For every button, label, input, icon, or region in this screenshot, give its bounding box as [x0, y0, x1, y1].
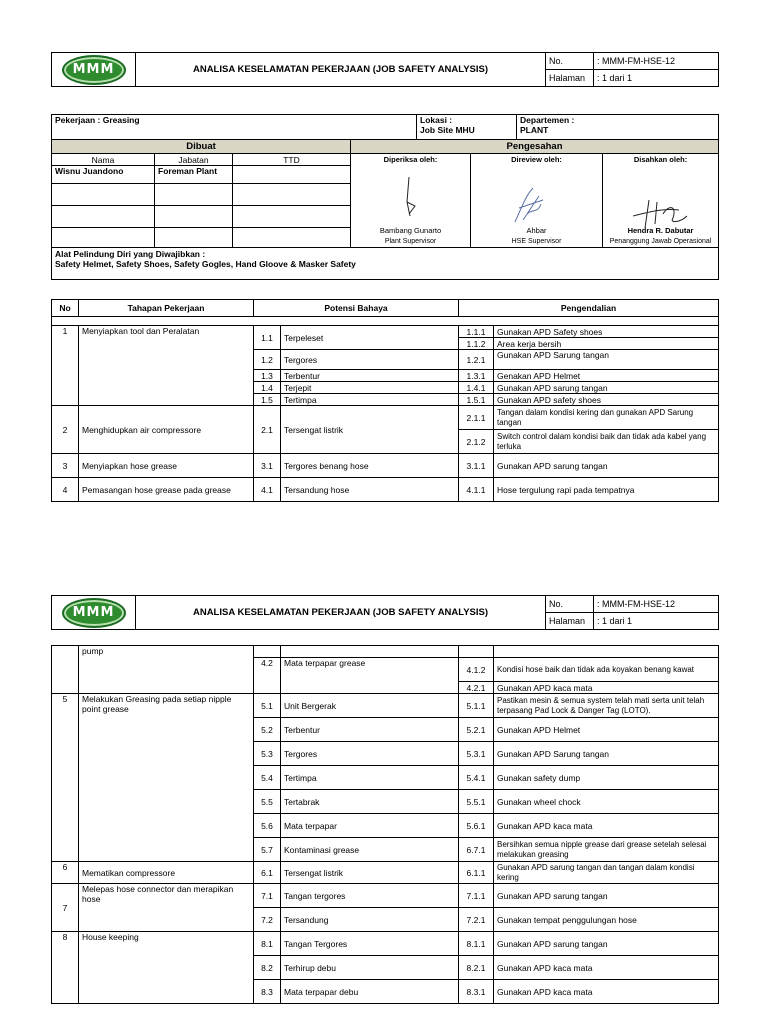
control-no: 8.2.1: [459, 956, 494, 980]
col-ttd: TTD: [233, 154, 351, 166]
hazard-text: Tergores: [281, 350, 459, 370]
dibuat-heading: Dibuat: [52, 140, 351, 154]
hazard-text: Terhirup debu: [281, 956, 459, 980]
control-text: Bersihkan semua nipple grease dari grease setelah selesai melakukan greasing: [494, 838, 719, 862]
doc-no-value: : MMM-FM-HSE-12: [594, 53, 719, 70]
control-text: Gunakan APD kaca mata: [494, 814, 719, 838]
control-text: Gunakan safety dump: [494, 766, 719, 790]
control-no: 1.1.2: [459, 338, 494, 350]
signature-1: [395, 172, 435, 222]
hazard-text: Terjepit: [281, 382, 459, 394]
apd-required: Alat Pelindung Diri yang Diwajibkan : Safety Helmet, Safety Shoes, Safety Gogles, Hand Gloove & Masker Safety: [52, 248, 719, 280]
disahkan-cell: Disahkan oleh: Hendra R. Dabutar Penanggung Jawab Operasional: [603, 154, 719, 248]
step-task: House keeping: [79, 932, 254, 1004]
th-potensi: Potensi Bahaya: [254, 300, 459, 317]
control-no: 7.2.1: [459, 908, 494, 932]
control-text: Gunakan APD kaca mata: [494, 682, 719, 694]
step-no: 6: [52, 862, 79, 884]
pengesahan-heading: Pengesahan: [351, 140, 719, 154]
control-no: 4.1.1: [459, 478, 494, 502]
hazard-text: Tersengat listrik: [281, 406, 459, 454]
hazard-text: Tergores benang hose: [281, 454, 459, 478]
control-no: 1.5.1: [459, 394, 494, 406]
hazard-text: Terpeleset: [281, 326, 459, 350]
page-label: Halaman: [546, 70, 594, 87]
control-no: 5.3.1: [459, 742, 494, 766]
col-nama: Nama: [52, 154, 155, 166]
hazard-no: 6.1: [254, 862, 281, 884]
th-no: No: [52, 300, 79, 317]
hazard-text: Mata terpapar debu: [281, 980, 459, 1004]
control-no: 4.2.1: [459, 682, 494, 694]
hazard-no: 1.3: [254, 370, 281, 382]
hazard-text: Mata terpapar grease: [281, 658, 459, 694]
control-text: Gunakan APD safety shoes: [494, 394, 719, 406]
signature-2: [509, 184, 549, 228]
control-text: Switch control dalam kondisi baik dan tidak ada kabel yang terluka: [494, 430, 719, 454]
jsa-table-page-2: [51, 645, 719, 1004]
step-no: 4: [52, 478, 79, 502]
company-logo: MMM: [62, 598, 126, 628]
control-no: 1.4.1: [459, 382, 494, 394]
hazard-no: 1.4: [254, 382, 281, 394]
hazard-no: 1.2: [254, 350, 281, 370]
control-text: Hose tergulung rapi pada tempatnya: [494, 478, 719, 502]
step-task: Menyiapkan hose grease: [79, 454, 254, 478]
diperiksa-cell: Diperiksa oleh: Bambang Gunarto Plant Supervisor: [351, 154, 471, 248]
hazard-no: 8.3: [254, 980, 281, 1004]
hazard-text: Unit Bergerak: [281, 694, 459, 718]
page-value: : 1 dari 1: [594, 70, 719, 87]
control-no: 6.1.1: [459, 862, 494, 884]
control-no: 8.3.1: [459, 980, 494, 1004]
hazard-text: Tangan tergores: [281, 884, 459, 908]
form-header-2: [51, 595, 718, 629]
step-no: 1: [52, 326, 79, 406]
hazard-no: 7.2: [254, 908, 281, 932]
hazard-no: 2.1: [254, 406, 281, 454]
form-header: [51, 52, 718, 86]
hazard-no: 5.1: [254, 694, 281, 718]
creator-signature: [233, 166, 351, 184]
hazard-text: Tergores: [281, 742, 459, 766]
jsa-table-page-1: [51, 299, 719, 502]
hazard-no: 3.1: [254, 454, 281, 478]
control-text: Gunakan APD kaca mata: [494, 956, 719, 980]
logo-cell: [52, 53, 136, 87]
hazard-text: Tangan Tergores: [281, 932, 459, 956]
control-no: 8.1.1: [459, 932, 494, 956]
step-task: Mematikan compressore: [79, 862, 254, 884]
hazard-no: 4.2: [254, 658, 281, 694]
control-text: Gunakan tempat penggulungan hose: [494, 908, 719, 932]
company-logo: MMM: [62, 55, 126, 85]
hazard-text: Tertimpa: [281, 766, 459, 790]
control-no: 4.1.2: [459, 658, 494, 682]
step-no: 2: [52, 406, 79, 454]
department: Departemen : PLANT: [517, 115, 719, 140]
hazard-text: Tersandung: [281, 908, 459, 932]
hazard-no: 5.4: [254, 766, 281, 790]
hazard-text: Terbentur: [281, 370, 459, 382]
control-text: Gunakan wheel chock: [494, 790, 719, 814]
step-task: Pemasangan hose grease pada grease: [79, 478, 254, 502]
hazard-no: 5.5: [254, 790, 281, 814]
control-no: 5.5.1: [459, 790, 494, 814]
creator-name: Wisnu Juandono: [52, 166, 155, 184]
control-no: 1.1.1: [459, 326, 494, 338]
control-no: 5.6.1: [459, 814, 494, 838]
hazard-text: Tertimpa: [281, 394, 459, 406]
hazard-no: 8.1: [254, 932, 281, 956]
control-text: Gunakan APD Sarung tangan: [494, 350, 719, 370]
control-no: 5.2.1: [459, 718, 494, 742]
logo-cell: [52, 596, 136, 630]
control-text: Gunakan APD sarung tangan dan tangan dalam kondisi kering: [494, 862, 719, 884]
hazard-text: Tertabrak: [281, 790, 459, 814]
control-no: 1.3.1: [459, 370, 494, 382]
hazard-no: 4.1: [254, 478, 281, 502]
control-text: Kondisi hose baik dan tidak ada koyakan benang kawat: [494, 658, 719, 682]
form-title: ANALISA KESELAMATAN PEKERJAAN (JOB SAFETY ANALYSIS): [136, 596, 546, 630]
control-no: 6.7.1: [459, 838, 494, 862]
control-text: Gunakan APD kaca mata: [494, 980, 719, 1004]
control-text: Area kerja bersih: [494, 338, 719, 350]
step-task-cont: pump: [79, 646, 254, 658]
job-name: Pekerjaan : Greasing: [52, 115, 417, 140]
control-text: Gunakan APD sarung tangan: [494, 932, 719, 956]
hazard-no: 1.1: [254, 326, 281, 350]
step-task: Melakukan Greasing pada setiap nipple point grease: [79, 694, 254, 862]
control-no: 3.1.1: [459, 454, 494, 478]
doc-no-label: No.: [546, 53, 594, 70]
form-title: ANALISA KESELAMATAN PEKERJAAN (JOB SAFETY ANALYSIS): [136, 53, 546, 87]
control-text: Pastikan mesin & semua system telah mati serta unit telah terpasang Pad Lock & Danger Tag (LOTO).: [494, 694, 719, 718]
control-text: Gunakan APD Safety shoes: [494, 326, 719, 338]
col-jabatan: Jabatan: [155, 154, 233, 166]
hazard-no: 5.6: [254, 814, 281, 838]
page-label: Halaman: [546, 613, 594, 630]
control-text: Gunakan APD sarung tangan: [494, 454, 719, 478]
hazard-no: 8.2: [254, 956, 281, 980]
step-task: Melepas hose connector dan merapikan hose: [79, 884, 254, 932]
hazard-no: 5.2: [254, 718, 281, 742]
control-no: 2.1.1: [459, 406, 494, 430]
step-no: 3: [52, 454, 79, 478]
step-no: 8: [52, 932, 79, 1004]
hazard-text: Tersengat listrik: [281, 862, 459, 884]
control-text: Gunakan APD Helmet: [494, 718, 719, 742]
page-value: : 1 dari 1: [594, 613, 719, 630]
control-no: 1.2.1: [459, 350, 494, 370]
th-pengendalian: Pengendalian: [459, 300, 719, 317]
hazard-no: 5.3: [254, 742, 281, 766]
hazard-no: 5.7: [254, 838, 281, 862]
control-no: 5.4.1: [459, 766, 494, 790]
control-text: Genakan APD Helmet: [494, 370, 719, 382]
control-text: Gunakan APD sarung tangan: [494, 884, 719, 908]
doc-no-label: No.: [546, 596, 594, 613]
control-text: Gunakan APD Sarung tangan: [494, 742, 719, 766]
control-no: 7.1.1: [459, 884, 494, 908]
control-text: Gunakan APD sarung tangan: [494, 382, 719, 394]
hazard-text: Tersandung hose: [281, 478, 459, 502]
control-text: Tangan dalam kondisi kering dan gunakan APD Sarung tangan: [494, 406, 719, 430]
step-task: Menghidupkan air compressore: [79, 406, 254, 454]
hazard-text: Mata terpapar: [281, 814, 459, 838]
step-task: Menyiapkan tool dan Peralatan: [79, 326, 254, 406]
control-no: 5.1.1: [459, 694, 494, 718]
doc-no-value: : MMM-FM-HSE-12: [594, 596, 719, 613]
creator-position: Foreman Plant: [155, 166, 233, 184]
hazard-no: 7.1: [254, 884, 281, 908]
th-tahapan: Tahapan Pekerjaan: [79, 300, 254, 317]
approval-block: [51, 114, 719, 280]
control-no: 2.1.2: [459, 430, 494, 454]
hazard-no: 1.5: [254, 394, 281, 406]
hazard-text: Terbentur: [281, 718, 459, 742]
location: Lokasi : Job Site MHU: [417, 115, 517, 140]
direview-cell: Direview oleh: Ahbar HSE Supervisor: [471, 154, 603, 248]
step-no: 5: [52, 694, 79, 862]
hazard-text: Kontaminasi grease: [281, 838, 459, 862]
step-no: 7: [52, 884, 79, 932]
